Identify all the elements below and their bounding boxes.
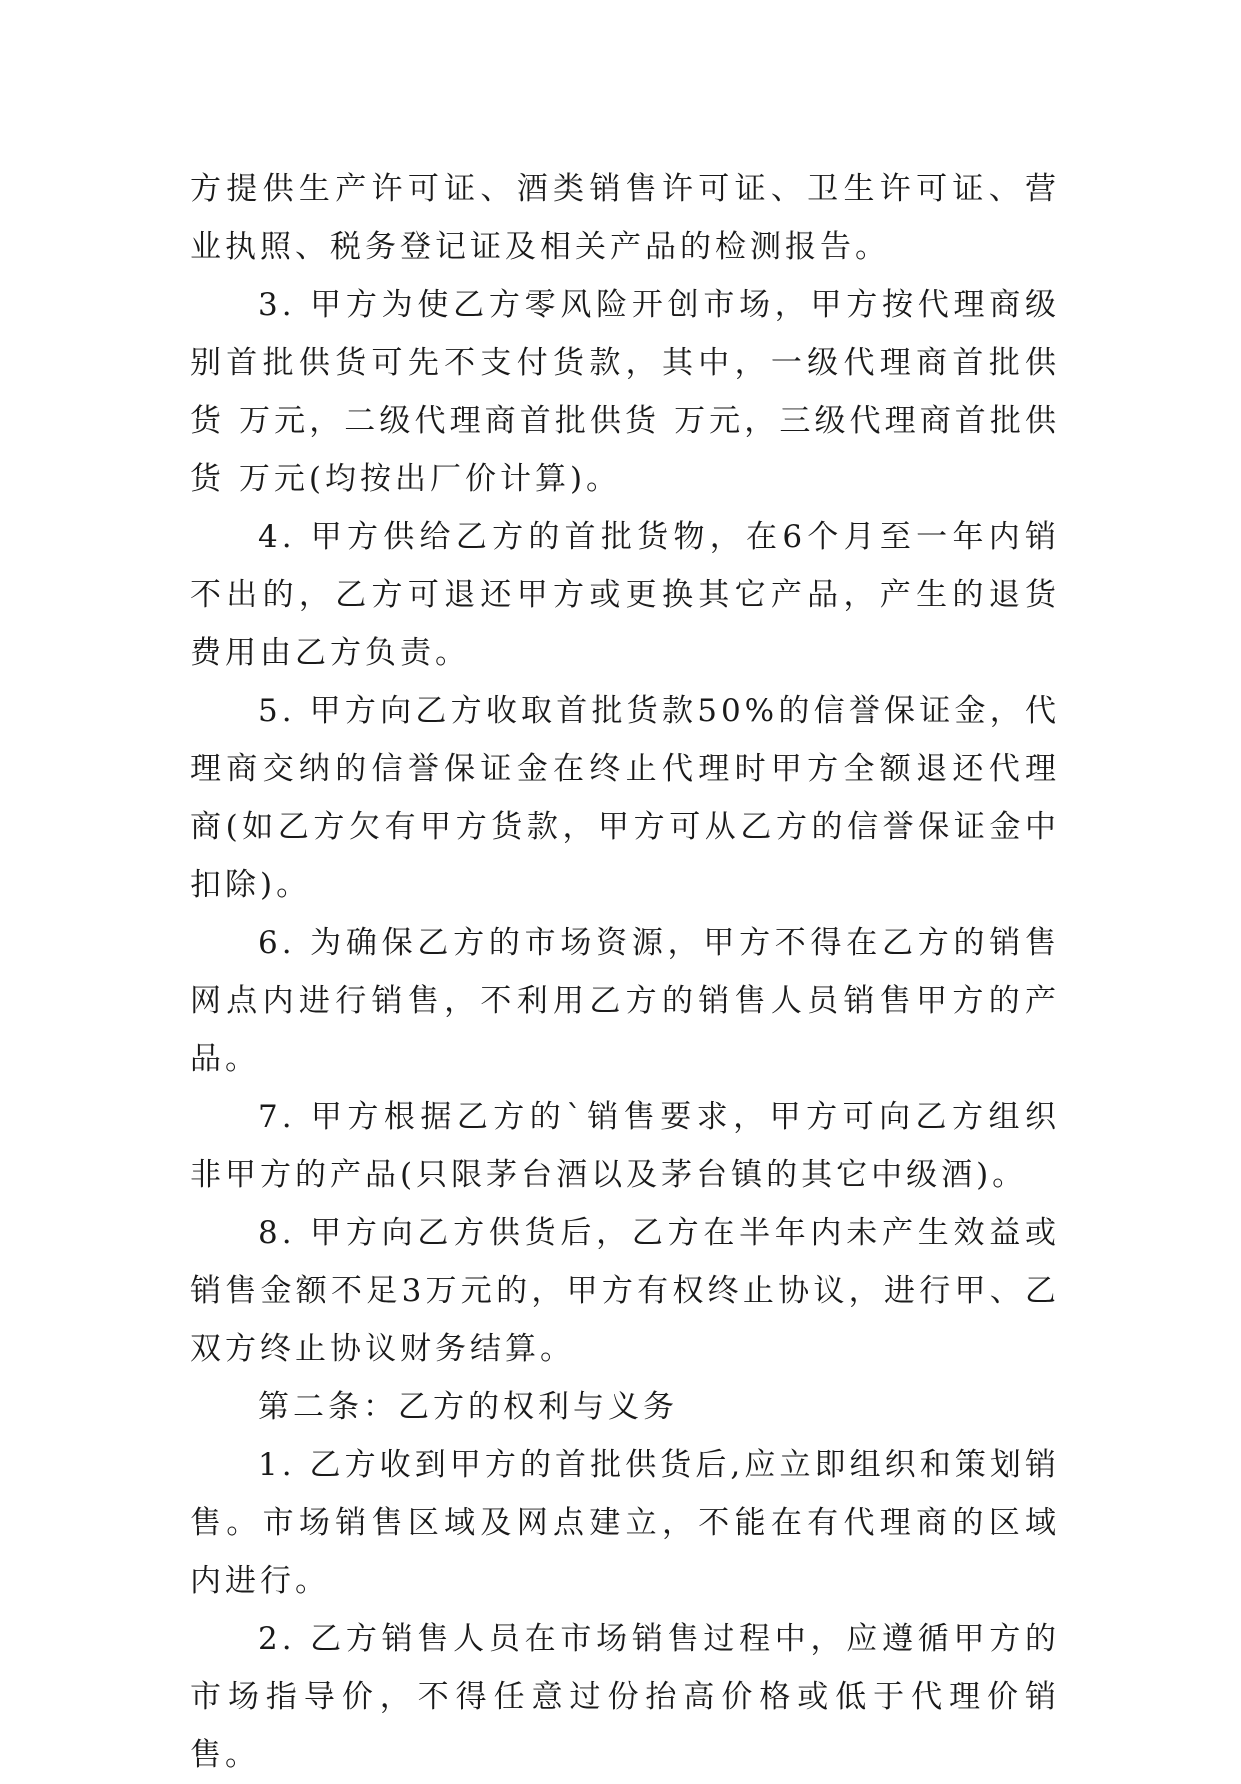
paragraph-article-2-item-1: 1. 乙方收到甲方的首批供货后,应立即组织和策划销售。市场销售区域及网点建立，不能在有代理商的区域内进行。 xyxy=(190,1447,1060,1599)
paragraph-continuation: 方提供生产许可证、酒类销售许可证、卫生许可证、营业执照、税务登记证及相关产品的检测报告。 xyxy=(190,171,1060,265)
paragraph-article-2-item-2: 2. 乙方销售人员在市场销售过程中，应遵循甲方的市场指导价，不得任意过份抬高价格或低于代理价销售。 xyxy=(190,1621,1060,1773)
paragraph-item-7: 7. 甲方根据乙方的`销售要求，甲方可向乙方组织非甲方的产品(只限茅台酒以及茅台镇的其它中级酒)。 xyxy=(190,1099,1060,1193)
paragraph-item-6: 6. 为确保乙方的市场资源，甲方不得在乙方的销售网点内进行销售，不利用乙方的销售人员销售甲方的产品。 xyxy=(190,925,1060,1077)
document-body xyxy=(190,160,1060,1784)
section-heading-article-2: 第二条：乙方的权利与义务 xyxy=(258,1389,678,1425)
paragraph-item-3: 3. 甲方为使乙方零风险开创市场，甲方按代理商级别首批供货可先不支付货款，其中，一级代理商首批供货 万元，二级代理商首批供货 万元，三级代理商首批供货 万元(均按出厂价计算)。 xyxy=(190,287,1060,497)
paragraph-item-8: 8. 甲方向乙方供货后，乙方在半年内未产生效益或销售金额不足3万元的，甲方有权终止协议，进行甲、乙双方终止协议财务结算。 xyxy=(190,1215,1060,1367)
paragraph-item-4: 4. 甲方供给乙方的首批货物，在6个月至一年内销不出的，乙方可退还甲方或更换其它产品，产生的退货费用由乙方负责。 xyxy=(190,519,1060,671)
paragraph-item-5: 5. 甲方向乙方收取首批货款50%的信誉保证金，代理商交纳的信誉保证金在终止代理时甲方全额退还代理商(如乙方欠有甲方货款，甲方可从乙方的信誉保证金中扣除)。 xyxy=(190,693,1060,903)
